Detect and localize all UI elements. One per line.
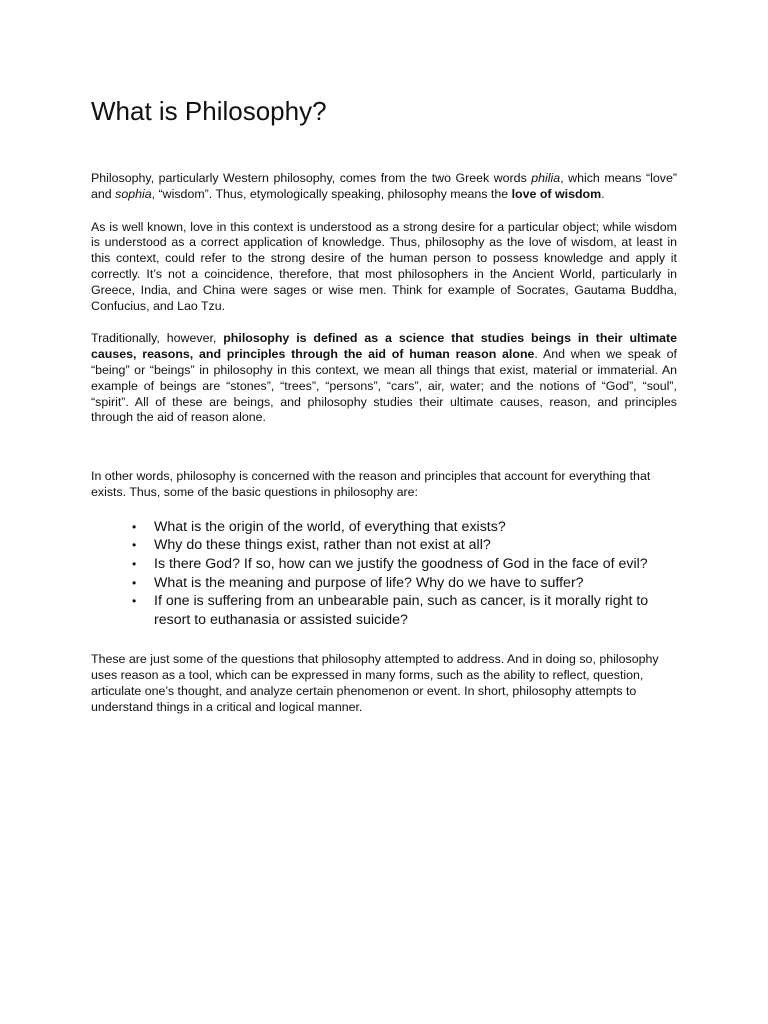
bold-definition: philosophy is defined as a science that studies beings in their ultimate causes, reasons, and principles through the aid of human reason alone — [91, 331, 677, 362]
bullet-icon: • — [132, 575, 137, 590]
paragraph-love-wisdom: As is well known, love in this context is understood as a strong desire for a particular object; while wisdom is understood as a correct application of knowledge. Thus, philosophy as the love of wisdom, at least in this context, could refer to the strong desire of the human person to possess knowledge and apply it correctly. It’s not a coincidence, therefore, that most philosophers in the Ancient World, particularly in Greece, India, and China were sages or wise men. Think for example of Socrates, Gautama Buddha, Confucius, and Lao Tzu. — [91, 219, 677, 313]
paragraph-text: . — [601, 186, 605, 201]
paragraph-text: Philosophy, particularly Western philosophy, comes from the two Greek words — [91, 171, 532, 185]
bullet-icon: • — [132, 594, 137, 609]
paragraph-etymology — [91, 171, 677, 203]
paragraph-conclusion: These are just some of the questions that philosophy attempted to address. And in doing so, philosophy uses reason as a tool, which can be expressed in many forms, such as the ability to reflect, question, articulate one’s thought, and analyze certain phenomenon or event. In short, philosophy attempts to understand things in a critical and logical manner. — [91, 652, 659, 714]
bullet-icon: • — [132, 556, 137, 571]
list-item-text: Why do these things exist, rather than not exist at all? — [154, 537, 491, 554]
list-item-text: If one is suffering from an unbearable pain, such as cancer, is it morally right to resort to euthanasia or assisted suicide? — [154, 593, 649, 628]
list-item-text: What is the meaning and purpose of life? Why do we have to suffer? — [154, 574, 584, 591]
list-item — [132, 555, 674, 574]
list-item — [132, 592, 674, 629]
bold-term-love-of-wisdom: love of wisdom — [511, 186, 602, 201]
paragraph-text: . And when we speak of “being” or “beings” in philosophy in this context, we mean all things that exist, material or immaterial. An example of beings are “stones”, “trees”, “persons”, “cars”, air, water; and the notions of “God”, “soul”, “spirit”. All of these are beings, and philosophy studies their ultimate causes, reason, and principles through the aid of reason alone. — [91, 347, 677, 425]
page-title: What is Philosophy? — [91, 96, 327, 126]
list-item — [132, 536, 674, 555]
list-item-text: Is there God? If so, how can we justify the goodness of God in the face of evil? — [154, 555, 648, 572]
list-item — [132, 574, 674, 593]
italic-term-philia: philia — [531, 171, 561, 185]
questions-list — [91, 518, 674, 630]
list-item-text: What is the origin of the world, of everything that exists? — [154, 518, 506, 535]
paragraph-text: Traditionally, however, — [91, 331, 224, 346]
paragraph-text: , which means “love” and — [91, 171, 677, 201]
paragraph-text: , “wisdom”. Thus, etymologically speaking, philosophy means the — [151, 186, 512, 201]
list-item — [132, 518, 674, 537]
paragraph-questions-intro: In other words, philosophy is concerned with the reason and principles that account for everything that exists. Thus, some of the basic questions in philosophy are: — [91, 469, 651, 499]
document-content — [91, 95, 677, 716]
bullet-icon: • — [132, 538, 137, 553]
bullet-icon: • — [132, 519, 137, 534]
paragraph-definition — [91, 331, 677, 426]
italic-term-sophia: sophia — [115, 186, 152, 201]
